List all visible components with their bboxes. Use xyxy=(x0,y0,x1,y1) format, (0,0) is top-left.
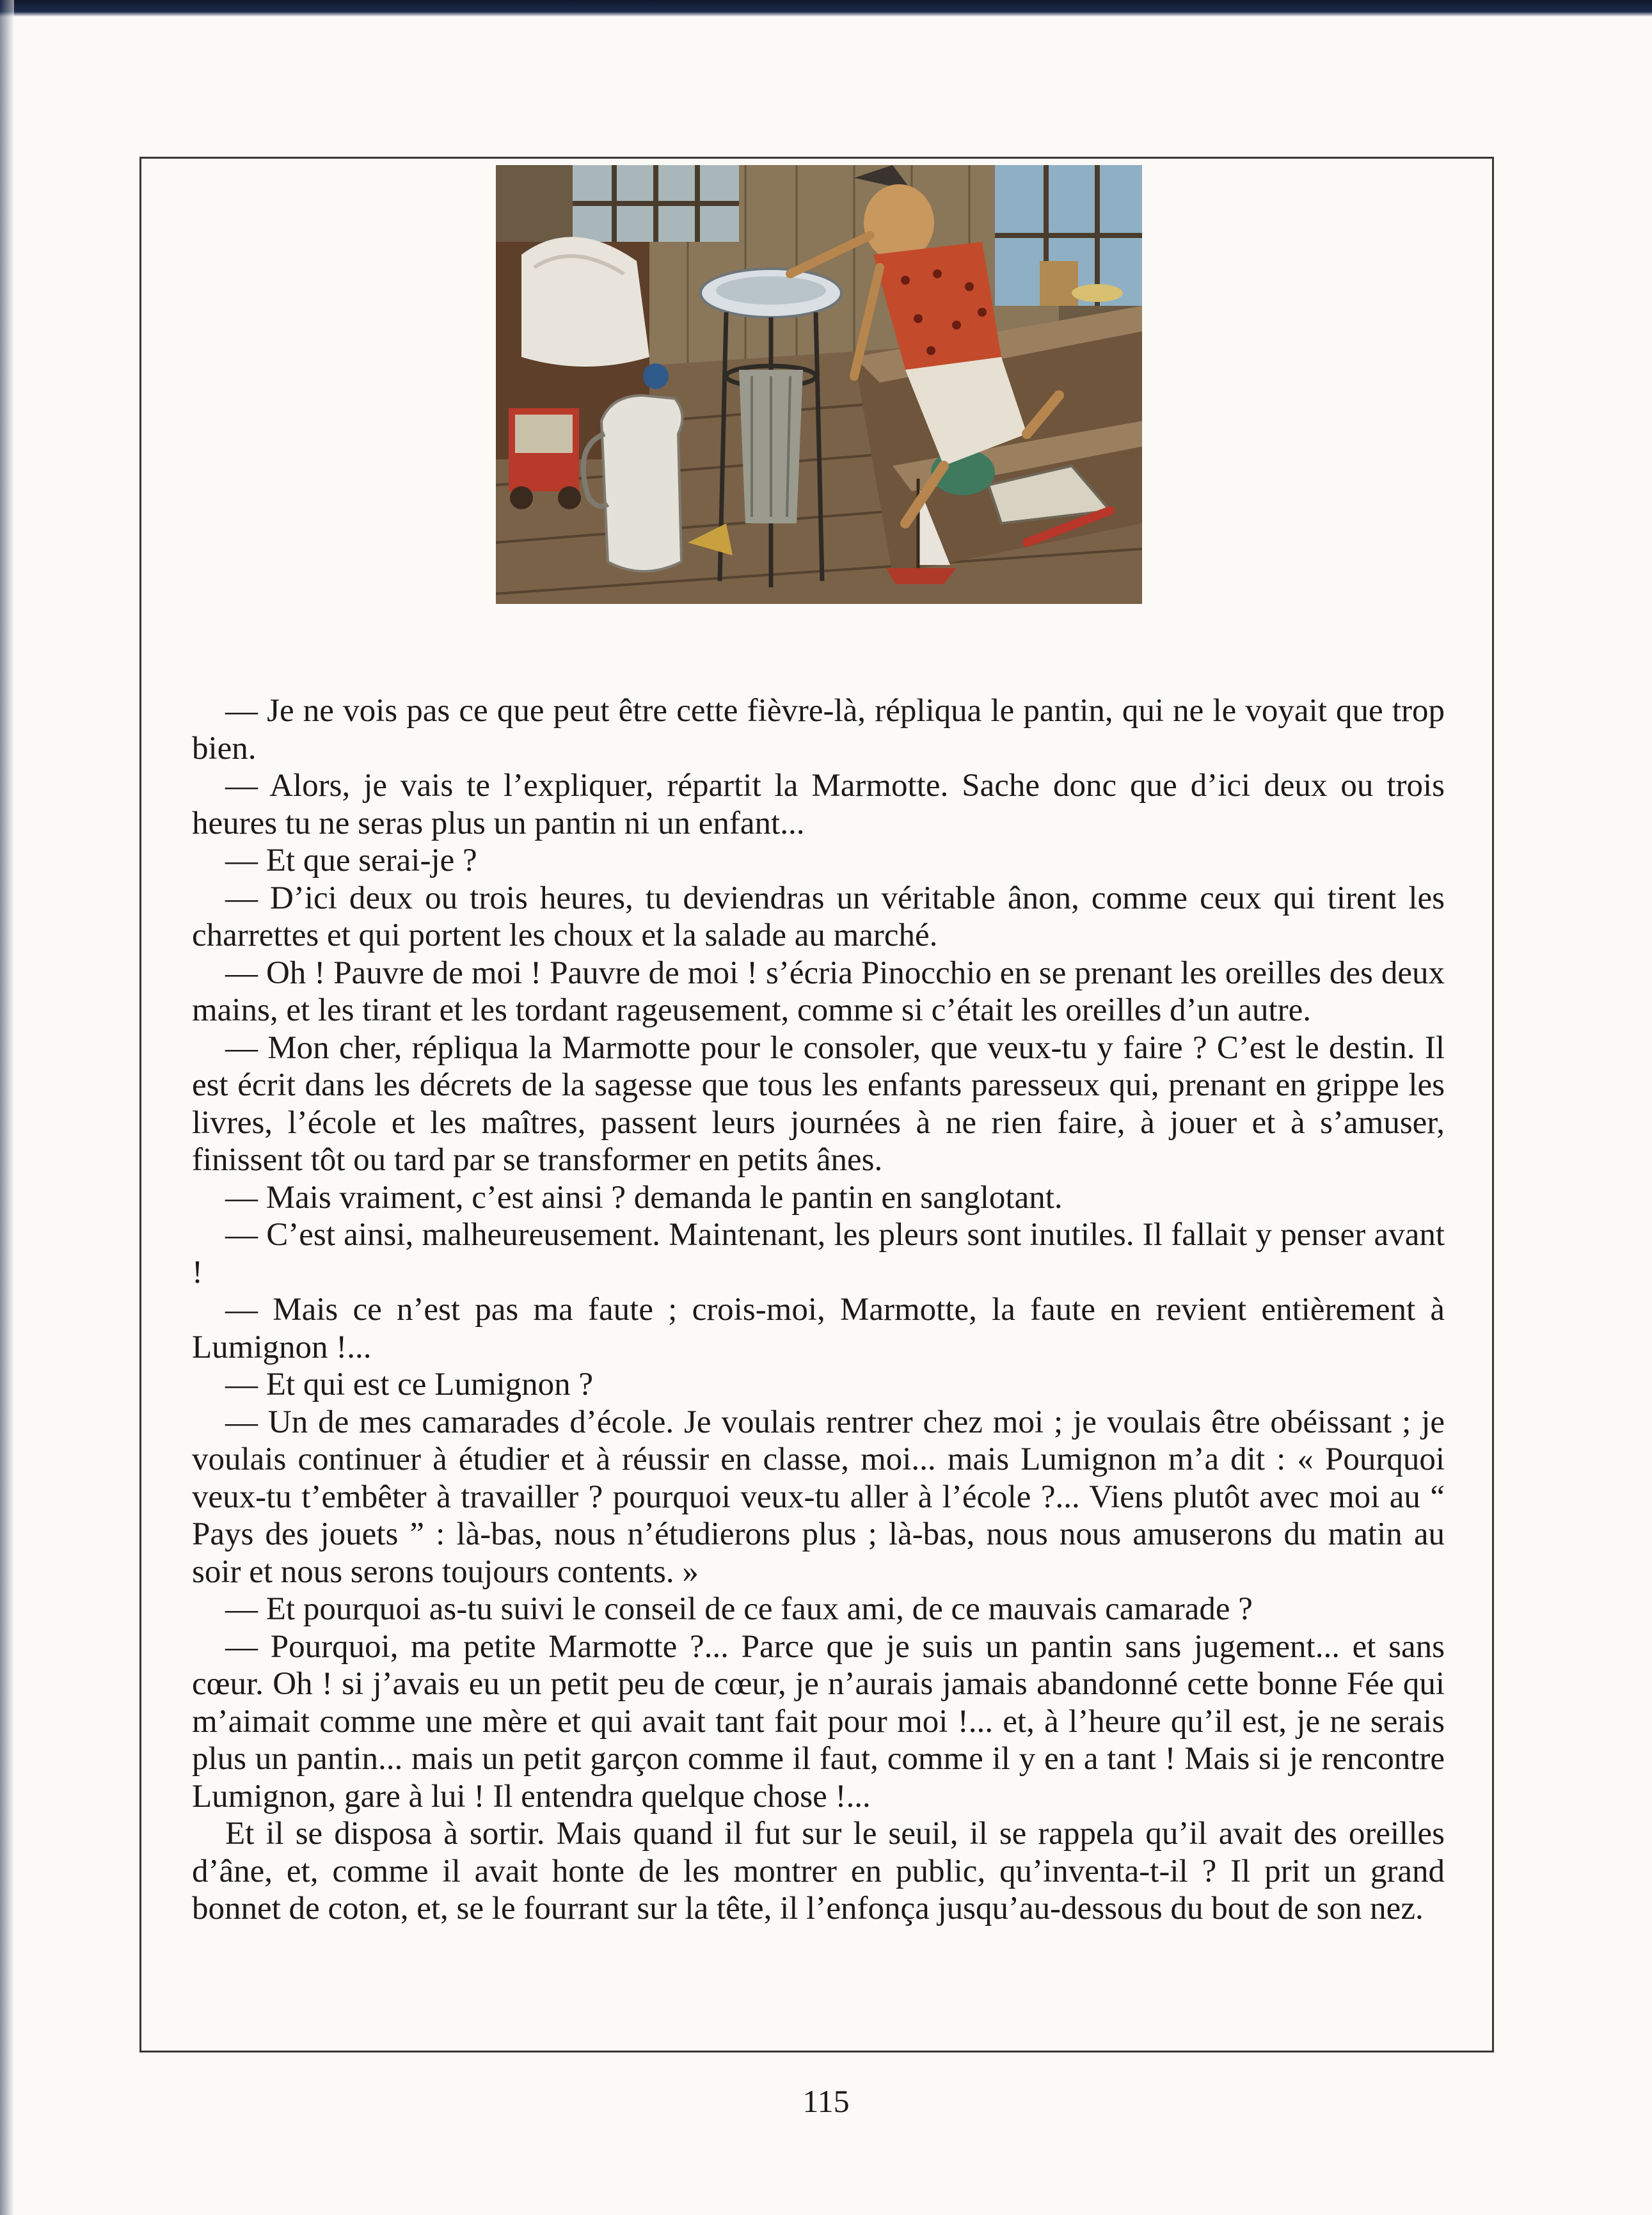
paragraph: — D’ici deux ou trois heures, tu deviendras un véritable ânon, comme ceux qui tirent les charrettes et qui portent les choux et la salade au marché. xyxy=(192,880,1445,953)
paragraph: — Un de mes camarades d’école. Je voulais rentrer chez moi ; je voulais être obéissant ; je voulais continuer à étudier et à réussir en classe, moi... mais Lumignon m’a dit : « Pourquoi veux-tu t’embêter à travailler ? pourquoi veux-tu aller à l’école ?... Viens plutôt avec moi au “ Pays des jouets ” : là-bas, nous n’étudierons plus ; là-bas, nous nous amuserons du matin au soir et nous serons toujours contents. » xyxy=(192,1404,1445,1590)
page-number: 115 xyxy=(802,2083,850,2119)
binding-strip xyxy=(0,0,1652,17)
paragraph: — Je ne vois pas ce que peut être cette fièvre-là, répliqua le pantin, qui ne le voyait que trop bien. xyxy=(192,693,1445,766)
page-edge-shadow xyxy=(0,0,14,2215)
paragraph: — Pourquoi, ma petite Marmotte ?... Parce que je suis un pantin sans jugement... et sans cœur. Oh ! si j’avais eu un petit peu de cœur, je n’aurais jamais abandonné cette bonne Fée qui m’aimait comme une mère et qui avait tant fait pour moi !... et, à l’heure qu’il est, je ne serais plus un pantin... mais un petit garçon comme il faut, comme il y en a tant ! Mais si je rencontre Lumignon, gare à lui ! Il entendra quelque chose !... xyxy=(192,1628,1445,1814)
story-text xyxy=(192,692,1445,1928)
paragraph: — Mais ce n’est pas ma faute ; crois-moi, Marmotte, la faute en revient entièrement à Lumignon !... xyxy=(192,1292,1445,1365)
pinocchio-washbasin-illustration xyxy=(496,165,1142,604)
paragraph: — Et pourquoi as-tu suivi le conseil de ce faux ami, de ce mauvais camarade ? xyxy=(225,1591,1253,1627)
paragraph: — Et que serai-je ? xyxy=(225,843,477,878)
paragraph: — Oh ! Pauvre de moi ! Pauvre de moi ! s’écria Pinocchio en se prenant les oreilles des deux mains, et les tirant et les tordant rageusement, comme si c’était les oreilles d’un autre. xyxy=(192,955,1445,1028)
illustration-drawing xyxy=(496,165,1142,604)
paragraph: Et il se disposa à sortir. Mais quand il fut sur le seuil, il se rappela qu’il avait des oreilles d’âne, et, comme il avait honte de les montrer en public, qu’inventa-t-il ? Il prit un grand bonnet de coton, et, se le fourrant sur la tête, il l’enfonça jusqu’au-dessous du bout de son nez. xyxy=(192,1816,1445,1926)
paragraph: — C’est ainsi, malheureusement. Maintenant, les pleurs sont inutiles. Il fallait y penser avant ! xyxy=(192,1217,1445,1290)
paragraph: — Et qui est ce Lumignon ? xyxy=(225,1367,594,1402)
paragraph: — Alors, je vais te l’expliquer, répartit la Marmotte. Sache donc que d’ici deux ou trois heures tu ne seras plus un pantin ni un enfant... xyxy=(192,768,1445,841)
paragraph: — Mais vraiment, c’est ainsi ? demanda le pantin en sanglotant. xyxy=(225,1179,1063,1216)
paragraph: — Mon cher, répliqua la Marmotte pour le consoler, que veux-tu y faire ? C’est le destin. Il est écrit dans les décrets de la sagesse que tous les enfants paresseux qui, prenant en grippe les livres, l’école et les maîtres, passent leurs journées à ne rien faire, à jouer et à s’amuser, finissent tôt ou tard par se transformer en petits ânes. xyxy=(192,1029,1445,1178)
